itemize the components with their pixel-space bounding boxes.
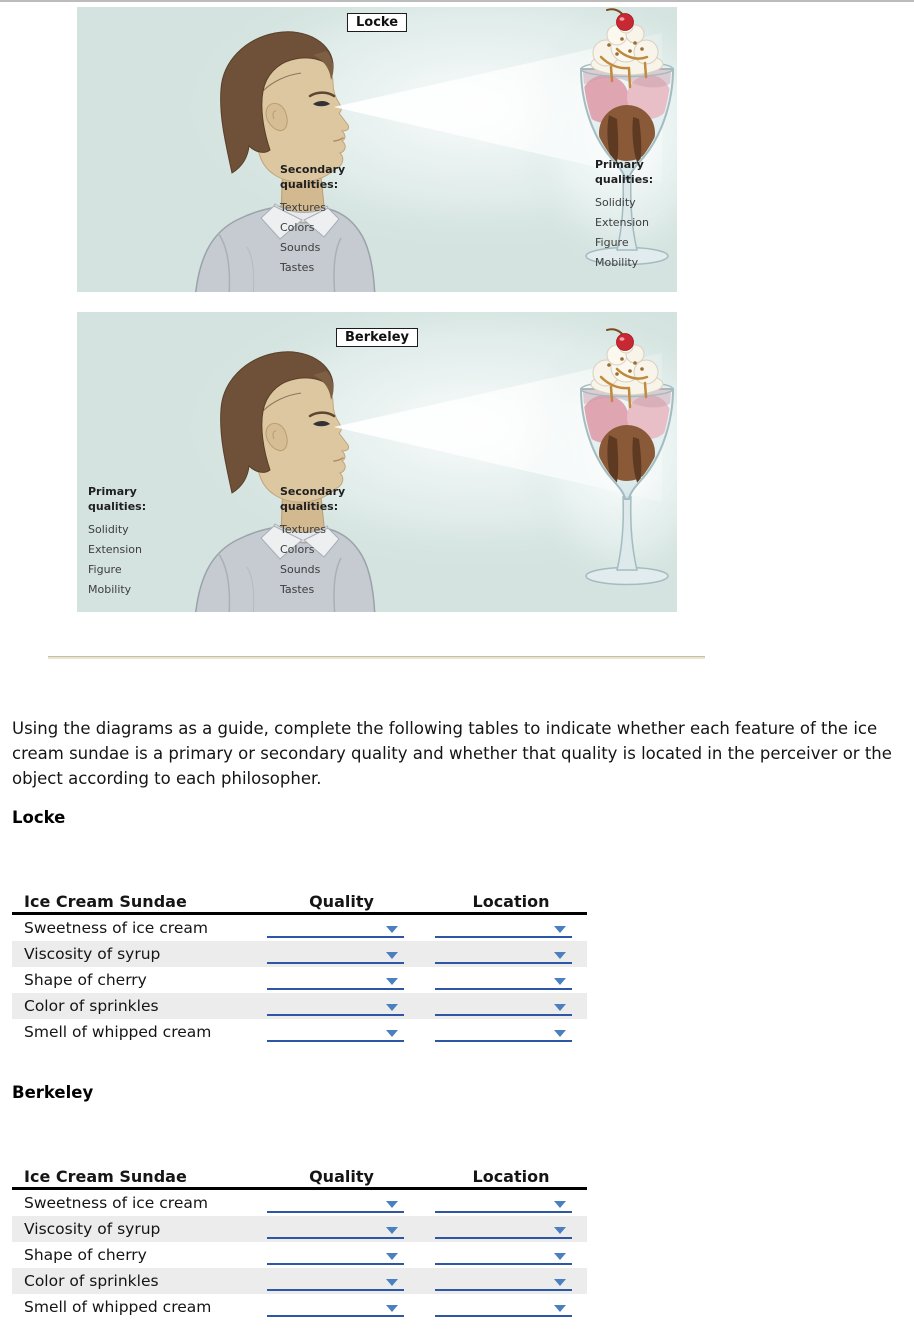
locke-quality-table <box>12 890 587 1045</box>
row-label: Sweetness of ice cream <box>24 1194 208 1212</box>
quality-dropdown[interactable] <box>267 944 404 964</box>
quality-dropdown[interactable] <box>267 1022 404 1042</box>
dropdown-caret-icon <box>386 1305 398 1312</box>
dropdown-caret-icon <box>386 1227 398 1234</box>
perception-illustration <box>77 7 677 292</box>
column-header-location: Location <box>472 891 550 911</box>
dropdown-caret-icon <box>554 1253 566 1260</box>
quality-item: Mobility <box>595 256 639 269</box>
table-row <box>12 915 587 941</box>
row-label: Shape of cherry <box>24 971 147 989</box>
dropdown-caret-icon <box>554 952 566 959</box>
table-row <box>12 1242 587 1268</box>
dropdown-caret-icon <box>554 1305 566 1312</box>
column-header-quality: Quality <box>309 1166 374 1186</box>
row-label: Shape of cherry <box>24 1246 147 1264</box>
location-dropdown[interactable] <box>435 1193 572 1213</box>
location-dropdown[interactable] <box>435 918 572 938</box>
location-dropdown[interactable] <box>435 1297 572 1317</box>
dropdown-caret-icon <box>386 978 398 985</box>
quality-item: Mobility <box>88 583 132 596</box>
berkeley-quality-table <box>12 1165 587 1320</box>
quality-item: Textures <box>280 201 326 214</box>
locke-section-heading: Locke <box>12 808 66 827</box>
perception-illustration <box>77 312 677 612</box>
berkeley-section-heading: Berkeley <box>12 1083 94 1102</box>
diagram-title-label: Berkeley <box>336 328 418 347</box>
quality-item: Tastes <box>280 583 315 596</box>
quality-dropdown[interactable] <box>267 1193 404 1213</box>
quality-item: Tastes <box>280 261 315 274</box>
quality-dropdown[interactable] <box>267 1271 404 1291</box>
dropdown-caret-icon <box>554 1030 566 1037</box>
dropdown-caret-icon <box>554 926 566 933</box>
quality-dropdown[interactable] <box>267 970 404 990</box>
row-label: Smell of whipped cream <box>24 1298 212 1316</box>
quality-dropdown[interactable] <box>267 996 404 1016</box>
dropdown-caret-icon <box>386 1201 398 1208</box>
row-label: Color of sprinkles <box>24 997 159 1015</box>
quality-item: Sounds <box>280 241 321 254</box>
row-label: Viscosity of syrup <box>24 945 161 963</box>
table-row <box>12 1268 587 1294</box>
table-row <box>12 1019 587 1045</box>
quality-dropdown[interactable] <box>267 1219 404 1239</box>
primary-qualities-list <box>595 157 669 273</box>
row-label: Sweetness of ice cream <box>24 919 208 937</box>
column-header-feature: Ice Cream Sundae <box>24 891 187 911</box>
quality-item: Sounds <box>280 563 321 576</box>
qualities-heading: Primary qualities: <box>595 158 654 186</box>
locke-diagram <box>77 7 677 292</box>
table-row <box>12 941 587 967</box>
quality-item: Extension <box>88 543 143 556</box>
row-label: Viscosity of syrup <box>24 1220 161 1238</box>
location-dropdown[interactable] <box>435 1271 572 1291</box>
quality-item: Textures <box>280 523 326 536</box>
dropdown-caret-icon <box>554 1004 566 1011</box>
dropdown-caret-icon <box>554 978 566 985</box>
row-label: Color of sprinkles <box>24 1272 159 1290</box>
section-divider <box>48 656 705 659</box>
column-header-quality: Quality <box>309 891 374 911</box>
location-dropdown[interactable] <box>435 944 572 964</box>
berkeley-diagram <box>77 312 677 612</box>
quality-item: Figure <box>88 563 122 576</box>
dropdown-caret-icon <box>554 1201 566 1208</box>
diagram-title-label: Locke <box>347 13 407 32</box>
table-row <box>12 993 587 1019</box>
secondary-qualities-list <box>280 162 354 278</box>
dropdown-caret-icon <box>386 1279 398 1286</box>
row-label: Smell of whipped cream <box>24 1023 212 1041</box>
dropdown-caret-icon <box>554 1227 566 1234</box>
qualities-heading: Secondary qualities: <box>280 485 346 513</box>
location-dropdown[interactable] <box>435 996 572 1016</box>
location-dropdown[interactable] <box>435 1022 572 1042</box>
quality-item: Colors <box>280 221 315 234</box>
quality-dropdown[interactable] <box>267 918 404 938</box>
table-row <box>12 1294 587 1320</box>
table-row <box>12 967 587 993</box>
dropdown-caret-icon <box>386 1004 398 1011</box>
location-dropdown[interactable] <box>435 1219 572 1239</box>
dropdown-caret-icon <box>386 1253 398 1260</box>
quality-item: Colors <box>280 543 315 556</box>
table-header-row <box>12 890 587 915</box>
location-dropdown[interactable] <box>435 1245 572 1265</box>
table-row <box>12 1216 587 1242</box>
dropdown-caret-icon <box>386 952 398 959</box>
quality-item: Extension <box>595 216 650 229</box>
column-header-location: Location <box>472 1166 550 1186</box>
secondary-qualities-list <box>280 484 354 600</box>
location-dropdown[interactable] <box>435 970 572 990</box>
qualities-heading: Secondary qualities: <box>280 163 346 191</box>
table-header-row <box>12 1165 587 1190</box>
quality-item: Figure <box>595 236 629 249</box>
table-row <box>12 1190 587 1216</box>
quality-dropdown[interactable] <box>267 1245 404 1265</box>
quality-item: Solidity <box>88 523 129 536</box>
instructions-text: Using the diagrams as a guide, complete the following tables to indicate whether each feature of the ice cream sundae is a primary or secondary quality and whether that quality is located in the perceiver or the object according to each philosopher. <box>12 719 892 788</box>
quality-dropdown[interactable] <box>267 1297 404 1317</box>
quality-item: Solidity <box>595 196 636 209</box>
dropdown-caret-icon <box>386 1030 398 1037</box>
dropdown-caret-icon <box>554 1279 566 1286</box>
qualities-heading: Primary qualities: <box>88 485 147 513</box>
column-header-feature: Ice Cream Sundae <box>24 1166 187 1186</box>
primary-qualities-list <box>88 484 162 600</box>
dropdown-caret-icon <box>386 926 398 933</box>
